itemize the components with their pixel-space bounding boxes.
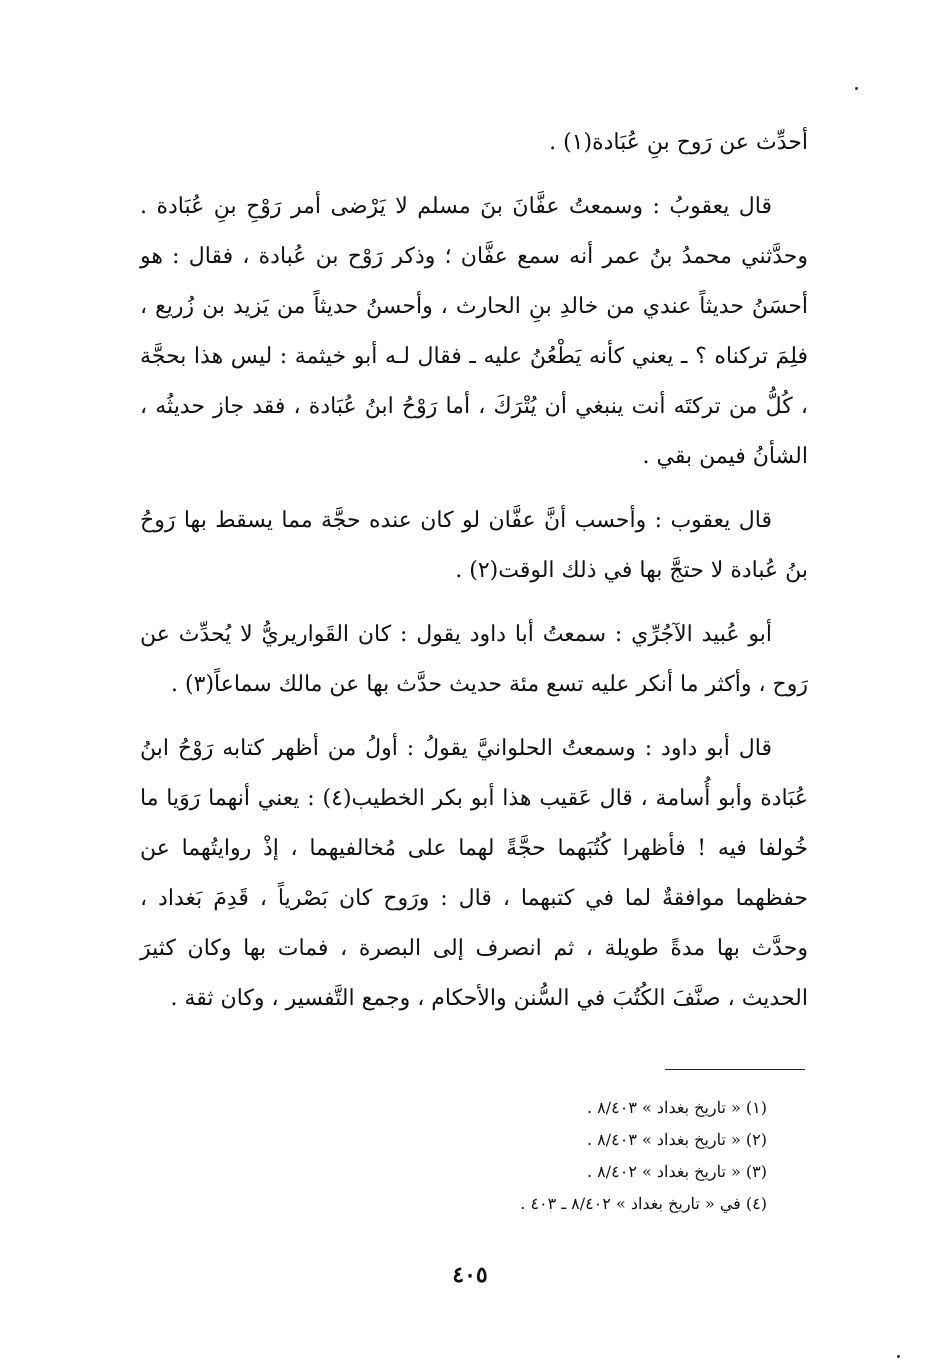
paragraph-1: أحدِّث عن رَوح بنِ عُبَادة(١) . <box>549 130 808 155</box>
footnote-4: (٤) في « تاريخ بغداد » ٨/٤٠٢ ـ ٤٠٣ . <box>520 1194 767 1213</box>
scan-speck <box>897 1355 900 1358</box>
page-number: ٤٠٥ <box>452 1262 488 1288</box>
body-text <box>140 118 808 1024</box>
paragraph-4: أبو عُبيد الآجُرِّي : سمعتُ أبا داود يقول : كان القَواريريُّ لا يُحدِّث عن رَوح ، وأكثر ما أنكر عليه تسع مئة حديث حدَّث بها عن مالك سماعاً(٣) . <box>140 622 808 697</box>
paragraph-5: قال أبو داود : وسمعتُ الحلوانيَّ يقولُ : أولُ من أظهر كتابه رَوْحُ ابنُ عُبَادة وأبو أُسامة ، قال عَقيب هذا أبو بكر الخطيب(٤) : يعني أنهما رَوَيا ما خُولفا فيه ! فأظهرا كُتُبَهما حجَّةً لهما على مُخالفيهما ، إذْ روايتُهما عن حفظهما موافقةٌ لما في كتبهما ، قال : ورَوح كان بَصْرياً ، قَدِمَ بَغداد ، وحدَّث بها مدةً طويلة ، ثم انصرف إلى البصرة ، فمات بها وكان كثيرَ الحديث ، صنَّفَ الكُتُبَ في السُّنن والأحكام ، وجمع التَّفسير ، وكان ثقة . <box>140 736 808 1011</box>
paragraph-3: قال يعقوب : وأحسب أنَّ عفَّان لو كان عنده حجَّة مما يسقط بها رَوحُ بنُ عُبادة لا حتجَّ بها في ذلك الوقت(٢) . <box>140 508 808 583</box>
footnote-1: (١) « تاريخ بغداد » ٨/٤٠٣ . <box>586 1098 767 1117</box>
footnotes <box>300 1092 767 1220</box>
paragraph-2: قال يعقوبُ : وسمعتُ عفَّانَ بنَ مسلم لا يَرْضى أمر رَوْحِ بنِ عُبَادة . وحدَّثني محمدُ بنُ عمر أنه سمع عفَّان ؛ وذكر رَوْح بن عُبادة ، فقال : هو أحسَنُ حديثاً عندي من خالدِ بنِ الحارث ، وأحسنُ حديثاً من يَزيد بن زُريع ، فلِمَ تركناه ؟ ـ يعني كأنه يَطْعُنُ عليه ـ فقال لـه أبو خيثمة : ليس هذا بحجَّة ، كُلُّ من تركتَه أنت ينبغي أن يُتْرَكَ ، أما رَوْحُ ابنُ عُبَادة ، فقد جاز حديثُه ، الشأنُ فيمن بقي . <box>140 194 808 469</box>
scan-speck <box>855 87 858 90</box>
footnote-separator <box>665 1069 805 1070</box>
footnote-3: (٣) « تاريخ بغداد » ٨/٤٠٢ . <box>586 1162 767 1181</box>
footnote-2: (٢) « تاريخ بغداد » ٨/٤٠٣ . <box>586 1130 767 1149</box>
